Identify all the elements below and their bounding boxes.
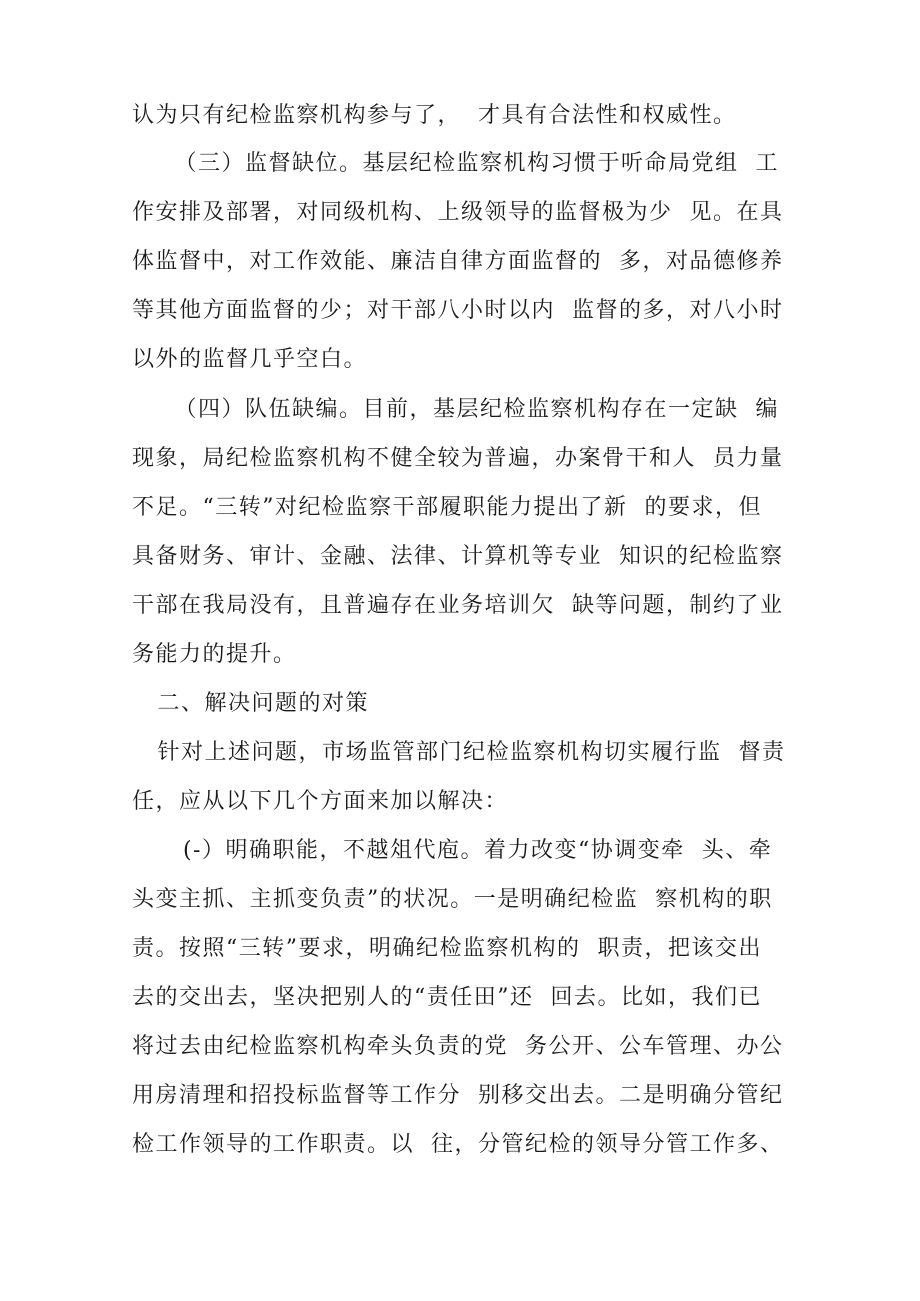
text-line: 不足。“三转”对纪检监察干部履职能力提出了新 的要求，但: [132, 495, 762, 520]
text-line: 作安排及部署，对同级机构、上级领导的监督极为少 见。在具: [132, 200, 784, 225]
text-line: 现象，局纪检监察机构不健全较为普遍，办案骨干和人 员力量: [132, 446, 784, 471]
text-line: 头变主抓、主抓变负责”的状况。一是明确纪检监 察机构的职: [132, 887, 773, 912]
text-line: 以外的监督几乎空白。: [132, 347, 368, 372]
text-line: （四）队伍缺编。目前，基层纪检监察机构存在一定缺 编: [132, 397, 779, 422]
text-line: 责。按照“三转”要求，明确纪检监察机构的 职责，把该交出: [132, 936, 762, 961]
text-line: 用房清理和招投标监督等工作分 别移交出去。二是明确分管纪: [132, 1083, 784, 1108]
text-line: 干部在我局没有，且普遍存在业务培训欠 缺等问题，制约了业: [132, 593, 784, 618]
text-line: 任，应从以下几个方面来加以解决：: [132, 789, 509, 814]
text-line: 体监督中，对工作效能、廉洁自律方面监督的 多，对品德修养: [132, 249, 784, 274]
text-line: 针对上述问题，市场监管部门纪检监察机构切实履行监 督责: [132, 740, 786, 765]
text-line: （三）监督缺位。基层纪检监察机构习惯于听命局党组 工: [132, 151, 779, 176]
text-line: 务能力的提升。: [132, 642, 297, 667]
text-line: 等其他方面监督的少；对干部八小时以内 监督的多，对八小时: [132, 298, 784, 323]
section-heading: 二、解决问题的对策: [132, 691, 369, 716]
text-line: (-）明确职能，不越俎代庖。着力改变“协调变牵 头、牵: [132, 838, 773, 863]
text-line: 去的交出去，坚决把别人的“责任田”还 回去。比如，我们已: [132, 985, 762, 1010]
text-line: 检工作领导的工作职责。以 往，分管纪检的领导分管工作多、: [132, 1132, 784, 1157]
text-line: 具备财务、审计、金融、法律、计算机等专业 知识的纪检监察: [132, 544, 784, 569]
text-line: 认为只有纪检监察机构参与了， 才具有合法性和权威性。: [132, 103, 737, 128]
text-line: 将过去由纪检监察机构牵头负责的党 务公开、公车管理、办公: [132, 1034, 784, 1059]
